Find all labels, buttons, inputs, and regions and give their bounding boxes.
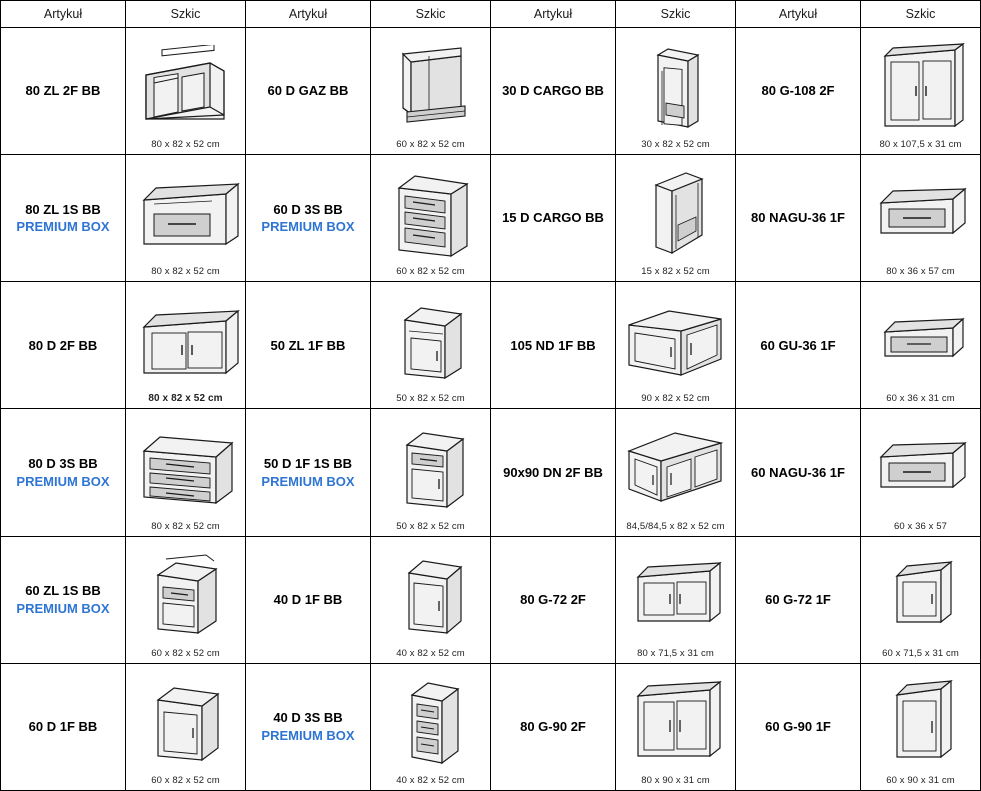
product-sketch-cell (126, 663, 246, 790)
dimension-label: 30 x 82 x 52 cm (641, 139, 710, 151)
product-sketch-cell (371, 536, 491, 663)
cabinet-gas-open-icon (371, 34, 490, 139)
product-sketch-cell (861, 409, 981, 536)
wall-cabinet-hood-box-icon (861, 161, 980, 266)
product-name: 60 D 3S BB (273, 201, 343, 217)
cabinet-3drawers-wide-icon (126, 415, 245, 520)
product-name: 80 NAGU-36 1F (751, 210, 845, 226)
product-name-cell (491, 663, 616, 790)
column-header-article-4: Artykuł (736, 1, 861, 28)
wall-cabinet-2door-mid-icon (616, 543, 735, 648)
dimension-label: 40 x 82 x 52 cm (396, 647, 465, 659)
premium-label: PREMIUM BOX (16, 473, 110, 489)
wall-cabinet-1door-high-icon (861, 670, 980, 775)
product-name: 60 ZL 1S BB (25, 583, 101, 599)
wall-cabinet-hood-box-icon (861, 415, 980, 520)
product-sketch-cell (616, 155, 736, 282)
product-sketch-cell (616, 663, 736, 790)
dimension-label: 60 x 90 x 31 cm (886, 775, 955, 786)
product-name-cell (736, 536, 861, 663)
product-name-cell (736, 28, 861, 155)
product-name: 60 G-90 1F (765, 719, 831, 735)
cabinet-door-drawer-icon (371, 415, 490, 520)
column-header-sketch-4: Szkic (861, 1, 981, 28)
dimension-label: 50 x 82 x 52 cm (396, 520, 465, 532)
product-sketch-cell (371, 282, 491, 409)
dimension-label: 60 x 36 x 31 cm (886, 393, 955, 405)
product-sketch-cell (371, 28, 491, 155)
product-name: 80 D 2F BB (28, 337, 98, 353)
product-sketch-cell (616, 282, 736, 409)
product-name: 50 ZL 1F BB (270, 337, 346, 353)
product-name: 60 NAGU-36 1F (751, 464, 845, 480)
column-header-sketch-2: Szkic (371, 1, 491, 28)
product-name: 80 D 3S BB (28, 456, 98, 471)
product-name: 40 D 1F BB (273, 591, 343, 607)
column-header-article-3: Artykuł (491, 1, 616, 28)
dimension-label: 60 x 36 x 57 (894, 520, 947, 532)
cabinet-corner-L-icon (616, 415, 735, 520)
product-name: 80 G-90 2F (520, 719, 586, 735)
product-sketch-cell (861, 663, 981, 790)
wall-cabinet-lift-up-icon (861, 288, 980, 393)
product-name-cell (246, 282, 371, 409)
wall-cabinet-2door-tall-icon (861, 34, 980, 139)
premium-label: PREMIUM BOX (16, 219, 110, 235)
product-name-cell (491, 409, 616, 536)
product-name-cell (246, 536, 371, 663)
wall-cabinet-2door-high-icon (616, 670, 735, 775)
premium-label: PREMIUM BOX (261, 727, 355, 743)
product-sketch-cell (371, 663, 491, 790)
dimension-label: 90 x 82 x 52 cm (641, 393, 710, 405)
product-sketch-cell (126, 28, 246, 155)
product-sketch-cell (126, 536, 246, 663)
product-name: 105 ND 1F BB (510, 337, 596, 353)
table-body (1, 28, 981, 791)
dimension-label: 15 x 82 x 52 cm (641, 266, 710, 278)
dimension-label: 60 x 82 x 52 cm (151, 775, 220, 786)
product-name-cell (246, 663, 371, 790)
product-name-cell (1, 409, 126, 536)
dimension-label: 80 x 71,5 x 31 cm (637, 647, 714, 659)
product-name: 60 G-72 1F (765, 591, 831, 607)
product-name-cell (246, 155, 371, 282)
product-sketch-cell (126, 409, 246, 536)
cabinet-sink-1drawer-narrow-icon (126, 543, 245, 648)
table-row (1, 536, 981, 663)
cabinet-corner-base-icon (616, 288, 735, 393)
product-name-cell (491, 155, 616, 282)
product-name: 15 D CARGO BB (502, 210, 604, 226)
dimension-label: 80 x 82 x 52 cm (148, 393, 223, 405)
dimension-label: 80 x 82 x 52 cm (151, 139, 220, 151)
product-name-cell (491, 28, 616, 155)
product-name: 80 ZL 1S BB (25, 201, 101, 217)
dimension-label: 80 x 82 x 52 cm (151, 266, 220, 278)
dimension-label: 84,5/84,5 x 82 x 52 cm (626, 520, 725, 532)
product-sketch-cell (861, 28, 981, 155)
product-name-cell (491, 536, 616, 663)
dimension-label: 80 x 82 x 52 cm (151, 520, 220, 532)
product-name: 50 D 1F 1S BB (263, 456, 353, 471)
cabinet-1door-base-wide-icon (126, 670, 245, 775)
premium-label: PREMIUM BOX (261, 219, 355, 235)
dimension-label: 60 x 82 x 52 cm (151, 647, 220, 659)
cabinet-cargo-slim-icon (616, 161, 735, 266)
product-name-cell (491, 282, 616, 409)
column-header-article-2: Artykuł (246, 1, 371, 28)
dimension-label: 50 x 82 x 52 cm (396, 393, 465, 405)
header-row (1, 1, 981, 28)
product-name-cell (736, 409, 861, 536)
product-name: 80 G-72 2F (520, 591, 586, 607)
table-row (1, 663, 981, 790)
cabinet-3drawers-icon (371, 161, 490, 266)
column-header-article-1: Artykuł (1, 1, 126, 28)
table-row (1, 409, 981, 536)
product-sketch-cell (371, 409, 491, 536)
cabinet-sink-1drawer-icon (126, 161, 245, 266)
cabinet-sink-2door-icon (126, 34, 245, 139)
product-sketch-cell (861, 155, 981, 282)
column-header-sketch-3: Szkic (616, 1, 736, 28)
product-name: 90x90 DN 2F BB (503, 464, 603, 480)
dimension-label: 60 x 71,5 x 31 cm (882, 647, 959, 659)
product-name-cell (1, 282, 126, 409)
product-sketch-cell (616, 28, 736, 155)
cabinet-cargo-narrow-icon (616, 34, 735, 139)
table-header (1, 1, 981, 28)
product-name: 60 GU-36 1F (760, 337, 836, 353)
product-sketch-cell (861, 536, 981, 663)
column-header-sketch-1: Szkic (126, 1, 246, 28)
product-sketch-cell (371, 155, 491, 282)
product-sketch-cell (126, 282, 246, 409)
dimension-label: 60 x 82 x 52 cm (396, 139, 465, 151)
product-name: 40 D 3S BB (273, 710, 343, 726)
product-name-cell (736, 155, 861, 282)
dimension-label: 80 x 90 x 31 cm (641, 775, 710, 786)
product-name-cell (1, 28, 126, 155)
dimension-label: 60 x 82 x 52 cm (396, 266, 465, 278)
product-name: 30 D CARGO BB (502, 83, 604, 99)
cabinet-2door-base-icon (126, 288, 245, 393)
dimension-label: 80 x 107,5 x 31 cm (879, 139, 962, 151)
cabinet-sink-1door-icon (371, 288, 490, 393)
premium-label: PREMIUM BOX (16, 600, 110, 616)
product-name: 80 G-108 2F (761, 83, 835, 99)
table-row (1, 28, 981, 155)
product-sketch-cell (616, 409, 736, 536)
product-name: 60 D 1F BB (28, 719, 98, 735)
product-name: 80 ZL 2F BB (25, 83, 101, 99)
cabinet-3drawers-narrow-icon (371, 670, 490, 775)
dimension-label: 40 x 82 x 52 cm (396, 775, 465, 786)
wall-cabinet-1door-mid-icon (861, 543, 980, 648)
cabinet-1door-base-icon (371, 543, 490, 648)
product-name-cell (1, 155, 126, 282)
product-sketch-cell (126, 155, 246, 282)
product-name-cell (246, 28, 371, 155)
table-row (1, 155, 981, 282)
dimension-label: 80 x 36 x 57 cm (886, 266, 955, 278)
product-sketch-cell (616, 536, 736, 663)
product-name-cell (246, 409, 371, 536)
product-sketch-cell (861, 282, 981, 409)
table-row (1, 282, 981, 409)
product-name-cell (736, 282, 861, 409)
product-name: 60 D GAZ BB (267, 83, 349, 99)
product-name-cell (1, 536, 126, 663)
premium-label: PREMIUM BOX (261, 473, 355, 489)
product-name-cell (736, 663, 861, 790)
product-name-cell (1, 663, 126, 790)
